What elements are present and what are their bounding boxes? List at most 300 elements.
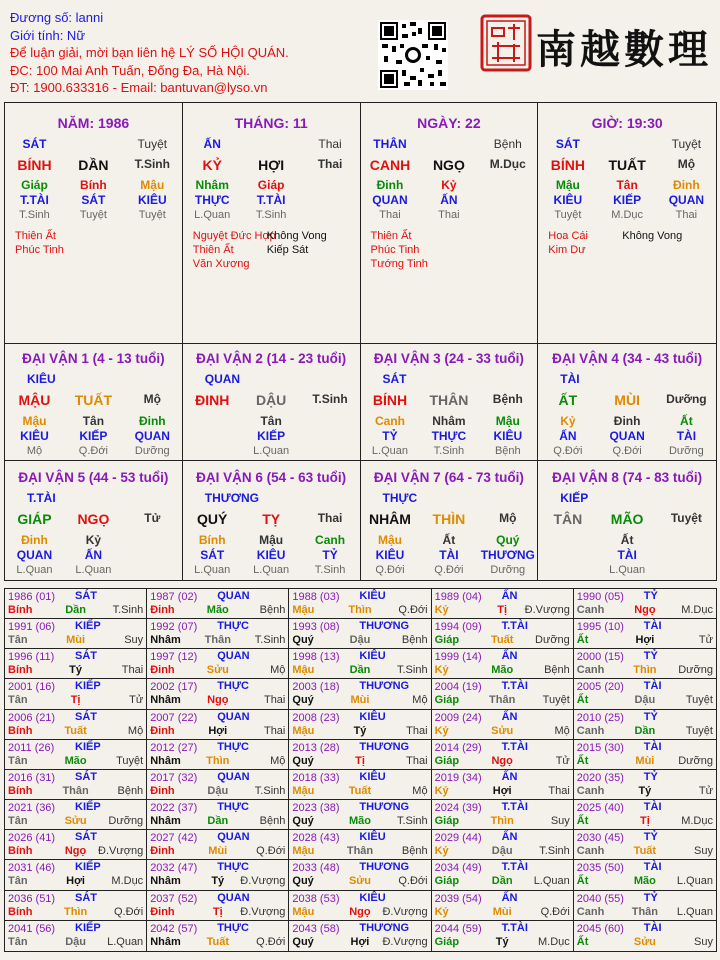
dai-van-title: ĐẠI VẬN 4 (34 - 43 tuổi) — [552, 351, 703, 366]
year-cell[interactable] — [147, 891, 289, 921]
year-detail — [432, 755, 573, 768]
year-star: SÁT — [75, 770, 97, 783]
growth-phase: Thai — [379, 209, 401, 221]
year-cell[interactable] — [5, 679, 147, 709]
year-branch: Tuất — [64, 724, 87, 737]
year-cell[interactable] — [289, 770, 431, 800]
year-cell[interactable] — [5, 589, 147, 619]
year-cell[interactable] — [147, 589, 289, 619]
year-cell[interactable] — [432, 649, 574, 679]
year-star: ẤN — [501, 710, 518, 723]
dai-van-branch: THÌN — [432, 511, 466, 527]
year-stem: Kỷ — [434, 604, 449, 616]
year-detail — [432, 694, 573, 707]
year-star: T.TÀI — [501, 921, 528, 934]
hidden-stem: Tân — [616, 178, 638, 192]
year-star: QUAN — [217, 650, 250, 663]
row — [361, 548, 538, 562]
pillar-stem: BÍNH — [17, 157, 52, 173]
year-branch: Mão — [633, 875, 656, 888]
year-branch: Ngọ — [634, 604, 656, 616]
year-label: 2043 (58) — [292, 922, 340, 935]
year-star: SÁT — [75, 710, 97, 723]
special-star: Nguyệt Đức Hợp — [192, 230, 276, 242]
year-cell[interactable] — [147, 860, 289, 890]
pillar-top-mid — [419, 137, 478, 151]
pillar-top-star: SÁT — [555, 137, 580, 151]
phone-email-line[interactable]: ĐT: 1900.633316 - Email: bantuvan@lyso.vn — [10, 80, 268, 95]
ten-god: TỶ — [322, 548, 338, 562]
special-star: Hoa Cái — [548, 230, 588, 242]
year-label: 2031 (46) — [8, 862, 56, 875]
special-star: Không Vong — [266, 230, 327, 242]
year-cell[interactable] — [574, 830, 716, 860]
row — [183, 193, 360, 207]
year-detail — [289, 694, 430, 707]
year-cell[interactable] — [432, 800, 574, 830]
year-branch: Tý — [69, 664, 83, 677]
year-stem: Bính — [8, 664, 33, 677]
pillar-branch: DẦN — [78, 157, 109, 173]
ten-god: QUAN — [372, 193, 408, 207]
year-cell[interactable] — [147, 770, 289, 800]
year-cell[interactable] — [432, 921, 574, 951]
dai-van-branch: NGỌ — [77, 511, 110, 527]
year-detail — [432, 845, 573, 858]
year-phase: M.Dục — [681, 604, 713, 616]
year-cell[interactable] — [432, 589, 574, 619]
year-cell[interactable] — [5, 891, 147, 921]
year-cell[interactable] — [5, 710, 147, 740]
row — [538, 548, 716, 562]
ten-god: ẤN — [559, 429, 577, 443]
ten-god: TÀI — [676, 429, 697, 443]
year-label: 2034 (49) — [434, 862, 482, 875]
year-cell[interactable] — [289, 800, 431, 830]
dai-van-cell[interactable] — [183, 342, 361, 461]
year-label: 2010 (25) — [576, 711, 624, 724]
year-label: 2027 (42) — [150, 832, 198, 845]
year-detail — [147, 634, 288, 647]
dai-van-cell[interactable] — [5, 461, 183, 580]
year-stem: Ất — [576, 815, 589, 828]
year-stem: Quý — [292, 875, 314, 888]
year-cell[interactable] — [5, 770, 147, 800]
special-star: Thiên Ất — [370, 230, 412, 242]
year-detail — [574, 604, 716, 617]
year-phase: Tuyệt — [685, 694, 713, 707]
hidden-stem: Mậu — [495, 414, 520, 428]
year-label: 2021 (36) — [8, 802, 56, 815]
year-star: SÁT — [75, 590, 97, 602]
year-stem: Quý — [292, 694, 314, 707]
year-cell[interactable] — [289, 619, 431, 649]
year-phase: Q.Đới — [256, 935, 286, 948]
ten-god — [123, 548, 182, 562]
year-detail — [574, 664, 716, 677]
year-stem: Ất — [576, 875, 589, 888]
year-star: TÀI — [643, 801, 662, 814]
year-star: QUAN — [217, 710, 250, 723]
year-stem: Mậu — [292, 845, 315, 858]
year-detail — [432, 936, 573, 949]
pillar-top-star: SÁT — [22, 137, 47, 151]
year-detail — [147, 785, 288, 798]
growth-phase: Bệnh — [494, 445, 521, 457]
special-stars-red — [548, 229, 588, 257]
year-label: 2018 (33) — [292, 771, 340, 784]
year-star: THỰC — [217, 680, 249, 693]
hidden-stem — [478, 178, 537, 192]
year-phase: Thai — [406, 754, 428, 767]
special-stars-red — [15, 229, 64, 257]
hidden-stem: Quý — [496, 533, 520, 547]
ten-god: KIÊU — [20, 429, 49, 443]
year-label: 2022 (37) — [150, 802, 198, 815]
year-cell[interactable] — [574, 921, 716, 951]
pillar-title: NGÀY: 22 — [417, 115, 481, 131]
row — [183, 137, 360, 151]
growth-phase — [657, 564, 716, 576]
ten-god: QUAN — [668, 193, 705, 207]
year-branch: Dần — [491, 875, 513, 888]
row — [538, 392, 716, 408]
year-cell[interactable] — [574, 800, 716, 830]
year-detail — [432, 906, 573, 919]
year-branch: Hợi — [492, 784, 512, 797]
row — [183, 157, 360, 173]
year-label: 2004 (19) — [434, 681, 482, 694]
year-cell[interactable] — [289, 921, 431, 951]
row — [538, 178, 716, 192]
year-detail — [147, 875, 288, 888]
growth-phase: Tuyệt — [79, 209, 107, 221]
row — [183, 564, 360, 576]
row — [361, 564, 538, 576]
year-star: SÁT — [75, 650, 97, 663]
year-branch: Tị — [212, 905, 223, 918]
ten-god: ẤN — [440, 193, 458, 207]
year-cell[interactable] — [432, 710, 574, 740]
year-detail — [5, 664, 146, 677]
special-star: Phúc Tinh — [15, 244, 64, 256]
year-cell[interactable] — [5, 649, 147, 679]
ten-god: QUAN — [134, 429, 170, 443]
year-cell[interactable] — [289, 740, 431, 770]
growth-phase: T.Sinh — [255, 209, 287, 221]
year-cell[interactable] — [432, 860, 574, 890]
year-detail — [5, 725, 146, 738]
pillar-column — [538, 103, 716, 343]
year-cell[interactable] — [147, 619, 289, 649]
year-cell[interactable] — [574, 860, 716, 890]
year-phase: Bệnh — [117, 784, 144, 797]
row — [538, 511, 716, 527]
year-cell[interactable] — [147, 679, 289, 709]
year-detail — [5, 936, 146, 949]
dai-van-cell[interactable] — [361, 342, 539, 461]
year-phase: T.Sinh — [254, 784, 286, 797]
growth-phase — [123, 564, 182, 576]
dai-van-cell[interactable] — [183, 461, 361, 580]
row — [538, 157, 716, 173]
ten-god: QUAN — [16, 548, 53, 562]
year-detail — [574, 634, 716, 647]
row — [361, 414, 538, 428]
year-label: 2008 (23) — [292, 711, 340, 724]
year-label: 2044 (59) — [434, 922, 482, 935]
year-detail — [5, 875, 146, 888]
row — [538, 193, 716, 207]
hidden-stem — [183, 414, 242, 428]
year-branch: Tuất — [633, 845, 657, 858]
year-cell[interactable] — [289, 679, 431, 709]
ten-god — [183, 429, 242, 443]
year-stem: Mậu — [292, 724, 315, 737]
year-branch: Thìn — [348, 604, 372, 616]
year-phase: L.Quan — [107, 935, 144, 948]
year-star: THỰC — [217, 921, 249, 934]
year-label: 2030 (45) — [576, 832, 624, 845]
year-cell[interactable] — [289, 589, 431, 619]
dai-van-cell[interactable] — [538, 342, 716, 461]
row — [361, 157, 538, 173]
year-cell[interactable] — [432, 830, 574, 860]
dai-van-cell[interactable] — [361, 461, 539, 580]
year-cell[interactable] — [432, 770, 574, 800]
year-star: SÁT — [75, 891, 97, 904]
year-stem: Kỷ — [434, 905, 449, 918]
year-cell[interactable] — [147, 830, 289, 860]
dai-van-cell[interactable] — [5, 342, 183, 461]
dai-van-branch: TỴ — [262, 511, 281, 527]
year-branch: Sửu — [491, 724, 514, 737]
year-branch: Dậu — [349, 634, 371, 647]
year-phase: Thai — [263, 694, 286, 707]
year-stem: Quý — [292, 754, 314, 767]
dai-van-star: KIẾP — [560, 491, 589, 505]
hidden-stem: Mậu — [259, 533, 284, 547]
year-phase: Mộ — [554, 724, 570, 737]
year-cell[interactable] — [5, 740, 147, 770]
year-cell[interactable] — [5, 860, 147, 890]
year-branch: Dần — [349, 664, 371, 677]
ten-god: T.TÀI — [20, 193, 49, 207]
year-cell[interactable] — [5, 830, 147, 860]
year-stem: Quý — [292, 634, 314, 647]
year-cell[interactable] — [432, 891, 574, 921]
year-detail — [432, 785, 573, 798]
year-phase: Bệnh — [401, 634, 428, 647]
year-phase: Q.Đới — [540, 905, 570, 918]
year-cell[interactable] — [147, 710, 289, 740]
year-cell[interactable] — [289, 860, 431, 890]
year-cell[interactable] — [147, 921, 289, 951]
year-cell[interactable] — [432, 679, 574, 709]
year-label: 2007 (22) — [150, 711, 198, 724]
year-star: TÀI — [643, 861, 662, 874]
row — [5, 209, 182, 221]
year-phase: M.Dục — [111, 875, 144, 888]
row — [361, 429, 538, 443]
year-branch: Ngọ — [491, 754, 513, 767]
row — [5, 137, 182, 151]
year-cell[interactable] — [289, 830, 431, 860]
dai-van-phase: Dưỡng — [666, 392, 707, 406]
qr-code-icon[interactable] — [378, 20, 448, 90]
dai-van-phase: Mộ — [143, 392, 161, 406]
year-star: SÁT — [75, 831, 97, 844]
dai-van-star: QUAN — [204, 372, 241, 386]
year-branch: Tuất — [206, 935, 229, 948]
ten-god: SÁT — [200, 548, 225, 562]
year-detail — [432, 875, 573, 888]
year-branch: Mão — [206, 604, 229, 616]
year-detail — [147, 694, 288, 707]
year-cell[interactable] — [574, 740, 716, 770]
row — [538, 533, 716, 547]
year-star: ẤN — [501, 590, 518, 602]
hidden-stem: Nhâm — [432, 414, 466, 428]
year-phase: Q.Đới — [256, 845, 286, 858]
year-cell[interactable] — [574, 589, 716, 619]
hidden-stem: Kỷ — [441, 178, 457, 192]
ten-god: THỰC — [431, 429, 467, 443]
year-label: 2019 (34) — [434, 771, 482, 784]
dai-van-stem: GIÁP — [17, 511, 52, 527]
year-cell[interactable] — [432, 619, 574, 649]
year-branch: Thìn — [633, 664, 657, 677]
year-phase: Dưỡng — [678, 754, 713, 767]
year-detail — [5, 785, 146, 798]
year-branch: Thân — [62, 784, 89, 797]
year-star: TỶ — [643, 710, 658, 723]
year-stem: Giáp — [434, 935, 460, 948]
year-phase: Q.Đới — [398, 604, 428, 616]
year-cell[interactable] — [574, 679, 716, 709]
row — [538, 414, 716, 428]
year-cell[interactable] — [147, 649, 289, 679]
year-label: 1995 (10) — [576, 621, 624, 634]
year-star: TỶ — [643, 590, 658, 602]
hidden-stem: Đinh — [376, 178, 404, 192]
year-stem: Quý — [292, 935, 314, 948]
year-stem: Ất — [576, 634, 589, 647]
year-star: TÀI — [643, 921, 662, 934]
dai-van-cell[interactable] — [538, 461, 716, 580]
growth-phase: Thai — [438, 209, 460, 221]
dai-van-stem: NHÂM — [368, 511, 411, 527]
year-label: 2000 (15) — [576, 651, 624, 664]
year-label: 2042 (57) — [150, 922, 198, 935]
year-phase: Tuyệt — [685, 724, 713, 737]
year-cell[interactable] — [5, 619, 147, 649]
year-cell[interactable] — [289, 891, 431, 921]
year-star: THỰC — [217, 861, 249, 874]
year-label: 1988 (03) — [292, 591, 340, 603]
growth-phase: Q.Đới — [612, 445, 642, 457]
year-branch: Tý — [638, 784, 652, 797]
year-phase: Q.Đới — [113, 905, 144, 918]
year-cell[interactable] — [574, 770, 716, 800]
year-branch: Ngọ — [349, 905, 371, 918]
row — [183, 429, 360, 443]
year-branch: Thân — [204, 634, 231, 647]
year-star: KIÊU — [359, 831, 386, 844]
pillar-column — [5, 103, 183, 343]
year-stem: Tân — [8, 935, 28, 948]
year-star: QUAN — [217, 770, 250, 783]
year-star: T.TÀI — [501, 801, 528, 814]
hidden-stem: Mậu — [555, 178, 580, 192]
year-branch: Sửu — [633, 935, 656, 948]
year-detail — [5, 604, 146, 617]
year-label: 1993 (08) — [292, 621, 340, 634]
growth-phase: Dưỡng — [134, 445, 170, 457]
growth-phase: L.Quan — [16, 564, 53, 576]
year-cell[interactable] — [5, 800, 147, 830]
dai-van-stem: MẬU — [18, 392, 51, 408]
growth-phase: Q.Đới — [78, 445, 108, 457]
growth-phase: M.Dục — [611, 209, 644, 221]
year-cell[interactable] — [147, 740, 289, 770]
hidden-stem: Kỷ — [85, 533, 102, 547]
year-label: 1987 (02) — [150, 591, 198, 603]
ten-god: QUAN — [609, 429, 645, 443]
year-branch: Ngọ — [207, 694, 229, 707]
year-cell[interactable] — [5, 921, 147, 951]
year-cell[interactable] — [574, 891, 716, 921]
year-branch: Mão — [348, 815, 371, 828]
pillar-top-mid — [64, 137, 123, 151]
ten-god: KIÊU — [256, 548, 286, 562]
dai-van-title: ĐẠI VẬN 2 (14 - 23 tuổi) — [196, 351, 347, 366]
year-cell[interactable] — [574, 619, 716, 649]
year-star: QUAN — [217, 891, 250, 904]
year-detail — [5, 906, 146, 919]
growth-phase — [301, 209, 360, 221]
year-stem: Canh — [576, 784, 605, 797]
special-stars-red — [193, 229, 276, 271]
four-pillars-grid — [4, 102, 717, 344]
year-cell[interactable] — [289, 649, 431, 679]
year-label: 2001 (16) — [8, 681, 56, 694]
year-stem: Đinh — [150, 905, 175, 918]
hidden-stem: Tân — [82, 414, 105, 428]
year-cell[interactable] — [289, 710, 431, 740]
year-star: KIÊU — [359, 770, 386, 783]
year-cell[interactable] — [574, 710, 716, 740]
year-phase: L.Quan — [676, 905, 713, 918]
dai-van-stem: TÂN — [553, 511, 583, 527]
year-star: KIẾP — [75, 740, 101, 753]
dai-van-branch: MÙI — [614, 392, 640, 408]
header-info — [10, 9, 289, 97]
year-branch: Hợi — [635, 634, 655, 647]
hidden-stem: Đinh — [138, 414, 166, 428]
year-stem: Bính — [8, 724, 33, 737]
year-label: 2002 (17) — [150, 681, 198, 694]
year-cell[interactable] — [574, 649, 716, 679]
year-star: THỰC — [217, 801, 249, 814]
pillar-phase: Thai — [317, 157, 343, 171]
year-detail — [5, 845, 146, 858]
growth-phase: T.Sinh — [19, 209, 50, 221]
year-cell[interactable] — [147, 800, 289, 830]
year-stem: Mậu — [292, 784, 315, 797]
year-star: T.TÀI — [501, 680, 528, 693]
year-cell[interactable] — [432, 740, 574, 770]
